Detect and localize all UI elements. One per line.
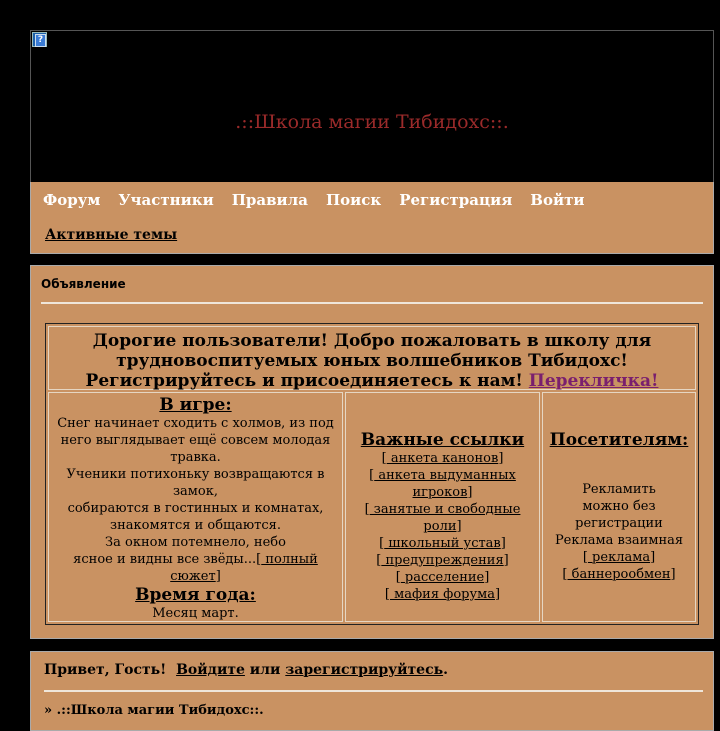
visitors-line: Рекламить (582, 482, 656, 497)
banner-exchange-link[interactable]: [ баннерообмен] (562, 567, 676, 582)
welcome-line: трудновоспитуемых юных волшебников Тибидохс! (116, 351, 628, 371)
plot-line: собираются в гостинных и комнатах, (67, 501, 324, 516)
link-item[interactable]: [ школьный устав] (379, 536, 506, 551)
in-game-cell (48, 392, 343, 622)
plot-line: Снег начинает сходить с холмов, из под (57, 416, 334, 431)
season-value: Месяц март. (152, 606, 239, 621)
link-item[interactable]: [ расселение] (395, 570, 490, 585)
links-heading: Важные ссылки (360, 430, 525, 450)
announcement-title: Объявление (41, 277, 126, 291)
announcement-panel (30, 265, 714, 639)
plot-line: сюжет] (170, 569, 221, 584)
or-text: или (249, 662, 281, 678)
active-topics-link[interactable]: Активные темы (45, 227, 178, 243)
link-item[interactable]: [ предупреждения] (376, 553, 509, 568)
plot-line: знакомятся и общаются. (110, 518, 281, 533)
link-item[interactable]: [ занятые и свободные (364, 502, 521, 517)
full-plot-link-cont[interactable]: сюжет (170, 569, 216, 584)
link-item[interactable]: [ анкета канонов] (381, 451, 504, 466)
welcome-line: Дорогие пользователи! Добро пожаловать в школу для (92, 331, 652, 351)
guest-greeting-line: Привет, Гость! Войдите или зарегистрируйтесь. (44, 662, 448, 678)
link-item-cont[interactable]: роли] (423, 519, 462, 534)
sub-nav (30, 217, 714, 254)
rollcall-link[interactable]: Перекличка! (528, 371, 659, 391)
in-game-heading: В игре: (159, 395, 232, 415)
main-nav (30, 182, 714, 217)
greeting-text: Привет, Гость! (44, 662, 167, 678)
link-item[interactable]: [ анкета выдуманных (369, 468, 516, 483)
nav-register[interactable]: Регистрация (399, 190, 513, 209)
visitors-line: можно без (582, 499, 656, 514)
plot-line: замок, (172, 484, 219, 499)
nav-search[interactable]: Поиск (325, 190, 382, 209)
plot-line: травка. (170, 450, 221, 465)
breadcrumb[interactable]: » .::Школа магии Тибидохс::. (44, 703, 264, 718)
nav-login[interactable]: Войти (530, 190, 585, 209)
site-title: .::Школа магии Тибидохс::. (235, 111, 509, 133)
link-item-cont[interactable]: игроков] (412, 485, 473, 500)
visitors-line: регистрации (575, 516, 663, 531)
important-links-cell (345, 392, 540, 622)
nav-forum[interactable]: Форум (43, 190, 101, 209)
guest-panel (30, 651, 714, 731)
ad-link[interactable]: [ реклама] (582, 550, 656, 565)
plot-line: ясное и видны все звёды...[ полный (73, 552, 318, 567)
visitors-heading: Посетителям: (549, 430, 689, 450)
plot-line: него выглядывает ещё совсем молодая (60, 433, 331, 448)
visitors-cell (542, 392, 696, 622)
nav-rules[interactable]: Правила (231, 190, 308, 209)
nav-members[interactable]: Участники (118, 190, 214, 209)
welcome-cell (48, 326, 696, 390)
plot-line: За окном потемнело, небо (105, 535, 286, 550)
plot-line: Ученики потихоньку возвращаются в (66, 467, 325, 482)
visitors-line: Реклама взаимная (554, 533, 684, 548)
login-link[interactable]: Войдите (176, 662, 245, 678)
forum-header (30, 30, 714, 183)
full-plot-link[interactable]: полный (261, 552, 318, 567)
link-item[interactable]: [ мафия форума] (384, 587, 501, 602)
divider (44, 690, 703, 692)
register-link[interactable]: зарегистрируйтесь (285, 662, 444, 678)
question-mark-glyph: ? (35, 34, 46, 47)
welcome-line: Регистрируйтесь и присоединяетесь к нам! Перекличка! (85, 371, 659, 391)
announcement-table (45, 323, 699, 625)
broken-image-icon (32, 32, 47, 47)
divider (41, 302, 703, 304)
season-heading: Время года: (135, 585, 256, 605)
